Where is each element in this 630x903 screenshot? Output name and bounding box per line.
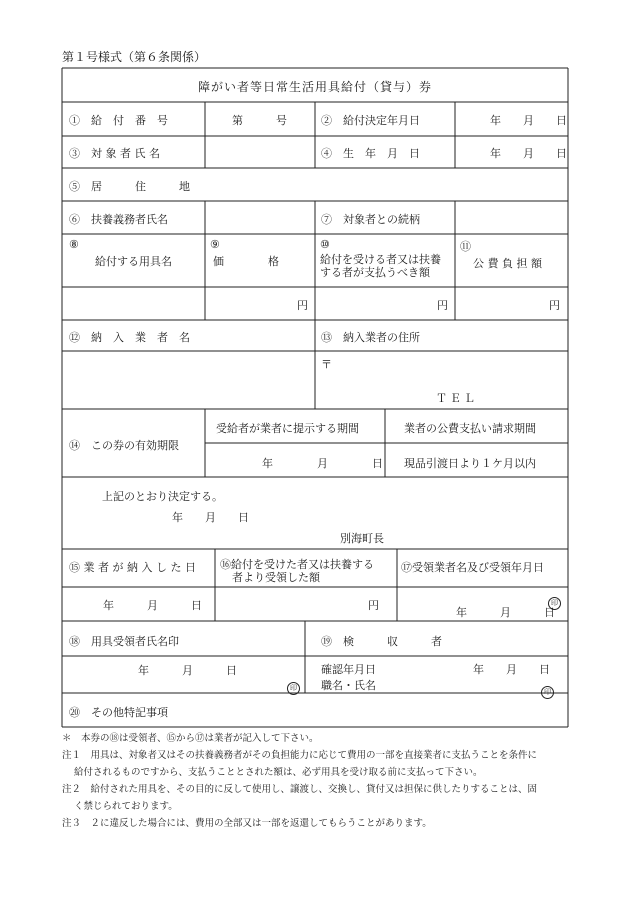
subject-name-label: ③ 対 象 者 氏 名 — [69, 147, 160, 160]
confirmation-date-label: 確認年月日 — [321, 663, 376, 676]
postal-mark: 〒 — [321, 358, 332, 371]
price-label: 価 格 — [213, 255, 279, 268]
recipient-seal-mark: 印 — [287, 675, 300, 695]
other-notes-label: ⑳ その他特記事項 — [69, 706, 168, 719]
vendor-seal-mark: 印 — [548, 590, 561, 610]
birth-date-value: 年 月 日 — [490, 147, 567, 160]
footnote-3: 注３ ２に違反した場合には、費用の全部又は一部を返還してもらうことがあります。 — [62, 818, 432, 829]
decision-date: 年 月 日 — [172, 511, 249, 524]
item-number-mark: ⑧ — [69, 238, 79, 251]
copay-label-line1: 給付を受ける者又は扶養 — [320, 253, 441, 266]
birth-date-label: ④ 生 年 月 日 — [321, 147, 420, 160]
form-title: 障がい者等日常生活用具給付（貸与）券 — [197, 80, 432, 94]
inspector-seal-mark: 印 — [541, 679, 554, 699]
recipient-date-value: 年 月 日 — [138, 664, 237, 677]
decision-date-value: 年 月 日 — [490, 114, 567, 127]
vendor-address-label: ⑬ 納入業者の住所 — [321, 331, 420, 344]
footnote-2-line2: く禁じられております。 — [74, 801, 178, 812]
received-amount-yen-unit: 円 — [368, 599, 379, 612]
recipient-name-seal-label: ⑱ 用具受領者氏名印 — [69, 635, 179, 648]
delivery-date-value: 年 月 日 — [103, 599, 202, 612]
relationship-label: ⑦ 対象者との続柄 — [321, 213, 420, 226]
receiving-date-value: 年 月 日 — [456, 606, 555, 619]
issuer-name: 別海町長 — [340, 532, 384, 545]
presentation-period-value: 年 月 日 — [262, 457, 383, 470]
address-label: ⑤ 居 住 地 — [69, 180, 190, 193]
public-yen-unit: 円 — [549, 299, 560, 312]
item-name-label: 給付する用具名 — [95, 255, 172, 268]
received-amount-label-line1: ⑯給付を受けた者又は扶養する — [220, 558, 374, 571]
claim-period-label: 業者の公費支払い請求期間 — [404, 422, 536, 435]
claim-period-value: 現品引渡日より１ケ月以内 — [404, 457, 536, 470]
price-yen-unit: 円 — [297, 299, 308, 312]
footnote-2-line1: 注２ 給付された用具を、その目的に反して使用し、譲渡し、交換し、貸付又は担保に供したりすることは、固 — [62, 784, 538, 795]
footnote-1-line1: 注１ 用具は、対象者又はその扶養義務者がその負担能力に応じて費用の一部を直接業者に支払うことを条件に — [62, 750, 538, 761]
public-share-label: 公 費 負 担 額 — [473, 257, 542, 270]
decision-date-label: ② 給付決定年月日 — [321, 114, 420, 127]
receiving-vendor-label: ⑰受領業者名及び受領年月日 — [401, 561, 544, 574]
vendor-name-label: ⑫ 納 入 業 者 名 — [69, 331, 190, 344]
price-number-mark: ⑨ — [210, 238, 220, 251]
guardian-name-label: ⑥ 扶養義務者氏名 — [69, 213, 168, 226]
copay-label-line2: する者が支払うべき額 — [320, 266, 430, 279]
decision-statement: 上記のとおり決定する。 — [102, 490, 223, 503]
presentation-period-label: 受給者が業者に提示する期間 — [216, 422, 359, 435]
job-title-name-label: 職名・氏名 — [321, 679, 376, 692]
received-amount-label-line2: 者より受領した額 — [232, 571, 320, 584]
delivery-date-label: ⑮ 業 者 が 納 入 し た 日 — [69, 561, 196, 574]
form-number-label: 第１号様式（第６条関係） — [62, 50, 207, 64]
footnote-star: ＊ 本券の⑱は受領者、⑮から⑰は業者が記入して下さい。 — [62, 733, 319, 744]
copay-yen-unit: 円 — [437, 299, 448, 312]
confirmation-date-value: 年 月 日 — [473, 663, 550, 676]
validity-period-label: ⑭ この券の有効期限 — [69, 439, 179, 452]
benefit-number-label: ① 給 付 番 号 — [69, 114, 168, 127]
benefit-number-value: 第 号 — [232, 114, 287, 127]
public-share-number-mark: ⑪ — [460, 240, 471, 253]
footnote-1-line2: 給付されるものですから、支払うこととされた額は、必ず用具を受け取る前に支払って下さい。 — [74, 767, 483, 778]
tel-label: ＴＥＬ — [436, 392, 478, 405]
copay-number-mark: ⑩ — [320, 238, 330, 251]
inspector-label: ⑲ 検 収 者 — [321, 635, 442, 648]
